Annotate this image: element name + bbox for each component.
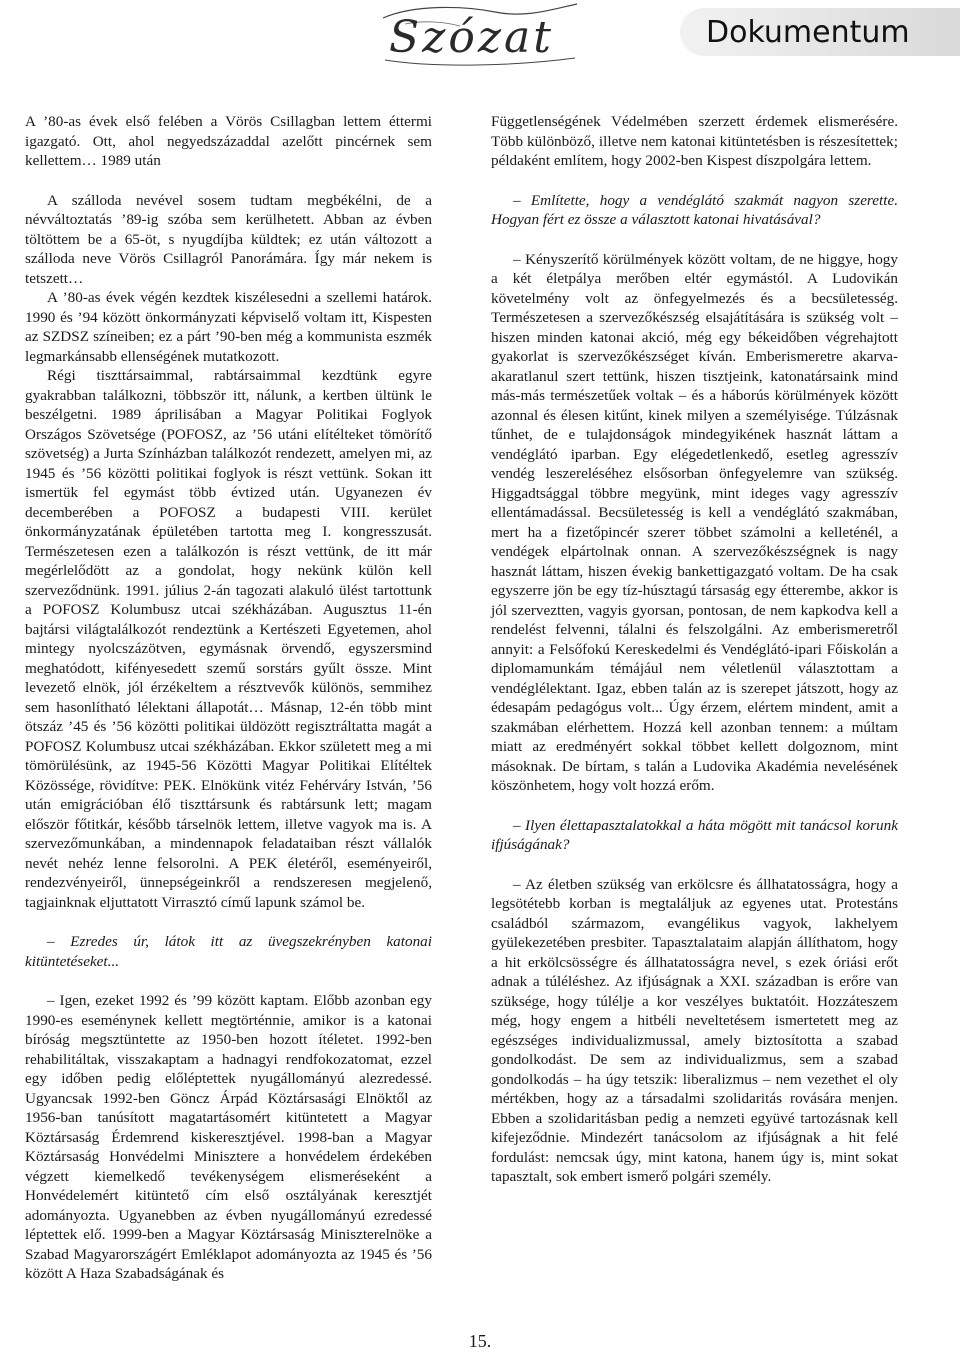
- page-number: 15.: [468, 1331, 492, 1351]
- paragraph: Régi tiszttársaimmal, rabtársaimmal kezdtünk egyre gyakrabban találkozni, többször itt, nálunk, a kertben ültünk le beszélgetni. 1989 áprilisában a Magyar Politikai Foglyok Országos Szövetsége (POFOSZ, az ’56 utáni elítélteket tömörítő szövetség) a Jurta Színházban találkozót rendezett, amelyen mi, az 1945 és ’56 közötti politikai foglyok is részt vettünk. Sokan itt ismertük fel egymást több évtized után. Ugyanezen év decemberében a POFOSZ a budapesti VIII. kerület önkormányzatának épületében tartotta meg I. kongresszusát. Természetesen ezen a találkozón is részt vettünk, de itt már megérlelődött az a gondolat, hogy nekünk külön kell szerveződnünk. 1991. július 2-án tagozati alakuló ülést tartottunk a POFOSZ Kolumbusz utcai székházában. Augusztus 11-én bajtársi világtalálkozót rendeztünk a Kertészeti Egyetemen, ahol mintegy nyolcszázötven, egymásnak örvendő, egyszersmind meghatódott, kifényesedett szemű sorstárs gyűlt össze. Mint levezető elnök, jól érzékeltem a résztvevők különös, semmihez sem hasonlítható lélektani állapotát… Másnap, 12-én több mint ötszáz ’45 és ’56 közötti politikai üldözött regisztráltatta magát a POFOSZ Kolumbusz utcai székházában. Ekkor született meg a mi tömörülésünk, az 1945-56 Közötti Magyar Politikai Elítéltek Közössége, rövidítve: PEK. Elnökünk vitéz Fehérváry István, ’56 után emigrációban élő tiszttársunk és rabtársunk lett; magam először főtitkár, később társelnök lettem, illetve vagyok ma is. A szervezőmunkában, a mindennapok feladataiban részt vállalók nevét nehéz lenne felsorolni. A PEK életéről, eseményeiről, rendezvényeiről, ünnepségeinkről a rendszeresen megjelenő, tagjainknak eljuttatott Virrasztó című lapunk számol be.: [25, 367, 432, 911]
- paragraph: A ’80-as évek első felében a Vörös Csillagban lettem éttermi igazgató. Ott, ahol negyedszázaddal azelőtt pincérnek sem kellettem… 1989 után: [25, 113, 432, 169]
- left-column: [25, 112, 432, 1284]
- right-column: [491, 112, 898, 1187]
- paragraph: – Igen, ezeket 1992 és ’99 között kaptam. Előbb azonban egy 1990-es eseménynek kellett megtörténnie, amikor is a katonai bíróság megsztüntette az 1950-ben hozott ítéletet. 1992-ben rehabilitáltak, visszakaptam a hadnagyi rendfokozatomat, ezzel egy időben pedig előléptettek nyugállományú alezredessé. Ugyancsak 1992-ben Göncz Árpád Köztársasági Elnöktől az 1956-ban tanúsított magatartásomért kitüntetett a Magyar Köztársaság Érdemrend kiskeresztjével. 1998-ban a Magyar Köztársaság Honvédelmi Minisztere a honvédelem érdekében végzett kiemelkedő tevékenységem elismeréseként a Honvédelemért kitüntető cím első osztályának keresztjét adományozta. Ugyanebben az évben nyugállományú ezredessé léptettek elő. 1999-ben a Magyar Köztársaság Miniszterelnöke a Szabad Magyarországért Emléklapot adományozta az 1945 és ’56 között A Haza Szabadságának és: [25, 992, 432, 1282]
- szozat-logo: [375, 0, 585, 72]
- szozat-logo-graphic: [375, 0, 585, 72]
- interview-question: – Ezredes úr, látok itt az üvegszekrényben katonai kitüntetéseket...: [25, 933, 432, 970]
- section-label: Dokumentum: [680, 8, 960, 56]
- paragraph: A ’80-as évek végén kezdtek kiszélesedni a szellemi határok. 1990 és ’94 között önkormányzati képviselő voltam itt, Kispesten az SZDSZ színeiben; ez a párt ’90-ben még a kommunista eszmék legmarkánsabb ellenségének mutatkozott.: [25, 289, 432, 365]
- paragraph: – Kényszerítő körülmények között voltam, de ne higgye, hogy a két életpálya merőben eltér egymástól. A Ludovikán követelmény volt az önfegyelmezés és a becsületesség. Természetesen a szervezőkészség elsajátítására is szükség volt – hiszen minden katonai akció, még egy békeidőben végrehajtott gyakorlat is szervezőkészséget kíván. Emberismeretre akarva-akaratlanul szert tettünk, hiszen tisztjeink, katonatársaink mind más-más természetűek voltak – és a háborús körülmények között azonnal és élesen kitűnt, kinek milyen a személyisége. Túlzásnak tűnhet, de e tulajdonságok mindegyikének hasznát láttam a vendéglátó iparban. Egy elégedetlenkedő, esetleg agresszív vendég leszereléséhez elsősorban önfegyelemre van szükség. Higgadtsággal többre megyünk, mint ideges vagy agresszív ellentámadással. Becsületesség is kell a vendéglátó szakmában, mert ha a fizetőpincér szerет többet számolni a kelleténél, a vendégek elpártolnak onnan. A szervezőkészségnek is nagy hasznát láttam, hiszen évekig bankettigazgató voltam. De ha csak egyszerre jön be egy tíz-húsztagú társaság egy étterembe, akkor is jól szerveztten, vagyis gyorsan, pontosan, de nem kapkodva kell a rendelést felvenni, tálalni és felszolgálni. Az emberismeretről annyit: a Felsőfokú Kereskedelmi és Vendéglátó-ipari Főiskolán a diplomamunkám témájául nem véletlenül választottam a vendéglélektant. Igaz, ebben talán az is szerepet játszott, hogy az édesapám pedagógus volt... Úgy érzem, elértem mindent, amit a szakmában elérhettem. Hozzá kell azonban tennem: a múltam miatt az eredményért sokkal többet kellett dolgoznom, mint másoknak. De bírtam, s talán a Ludovika Akadémia nevelésének köszönhetem, hogy volt hozzá erőm.: [491, 250, 898, 794]
- interview-question: – Említette, hogy a vendéglátó szakmát nagyon szerette. Hogyan fért ez össze a választott katonai hivatásával?: [491, 191, 898, 228]
- svg-text:Szózat: Szózat: [389, 12, 554, 63]
- paragraph: – Az életben szükség van erkölcsre és állhatatosságra, hogy a legsötétebb korban is megtaláljuk az egyenes utat. Protestáns családból származom, evangélikus vagyok, lakhelyem gyülekezetében presbiter. Tapasztalataim alapján állíthatom, hogy a hit erkölcsösségre és állhatatosságra nevel, s ezek óriási erőt adnak a túléléshez. Az ifjúságnak a XXI. században is erőre van szüksége, hogy túlélje a kor veszélyes buktatóit. Hozzáteszem még, hogy engem a hitbéli neveltetésem ismertetett meg az egészséges individualizmussal, amely biztosította a szabad gondolkodást. De sem az individualizmus, sem a szabad gondolkodás – ha úgy tetszik: liberalizmus – nem vezethet el oly mértékben, hogy az a társadalmi szolidaritás rovására menjen. Ebben a szolidaritásban pedig a nemzeti együvé tartozásnak kell kifejeződnie. Mindezért tanácsolom az ifjúságnak a hit felé fordulást: nemcsak úgy, mint katona, hanem úgy is, mint sokat tapasztalt, sok embert ismerő polgári személy.: [491, 875, 898, 1185]
- paragraph: A szálloda nevével sosem tudtam megbékélni, de a névváltoztatás ’89-ig szóba sem kerülhetett. Abban az évben töltöttem be a 65-öt, s nyugdíjba küldtek; ez után változott a szálloda neve Vörös Csillagról Panorámára. Így már nekem is tetszett…: [25, 191, 432, 287]
- interview-question: – Ilyen élettapasztalatokkal a háta mögött mit tanácsol korunk ifjúságának?: [491, 816, 898, 853]
- page-header: [0, 0, 960, 95]
- paragraph: Függetlenségének Védelmében szerzett érdemek elismerésére. Több különböző, illetve nem katonai kitüntetésben is részesítettek; példaként említem, hogy 2002-ben Kispest díszpolgára lettem.: [491, 113, 898, 169]
